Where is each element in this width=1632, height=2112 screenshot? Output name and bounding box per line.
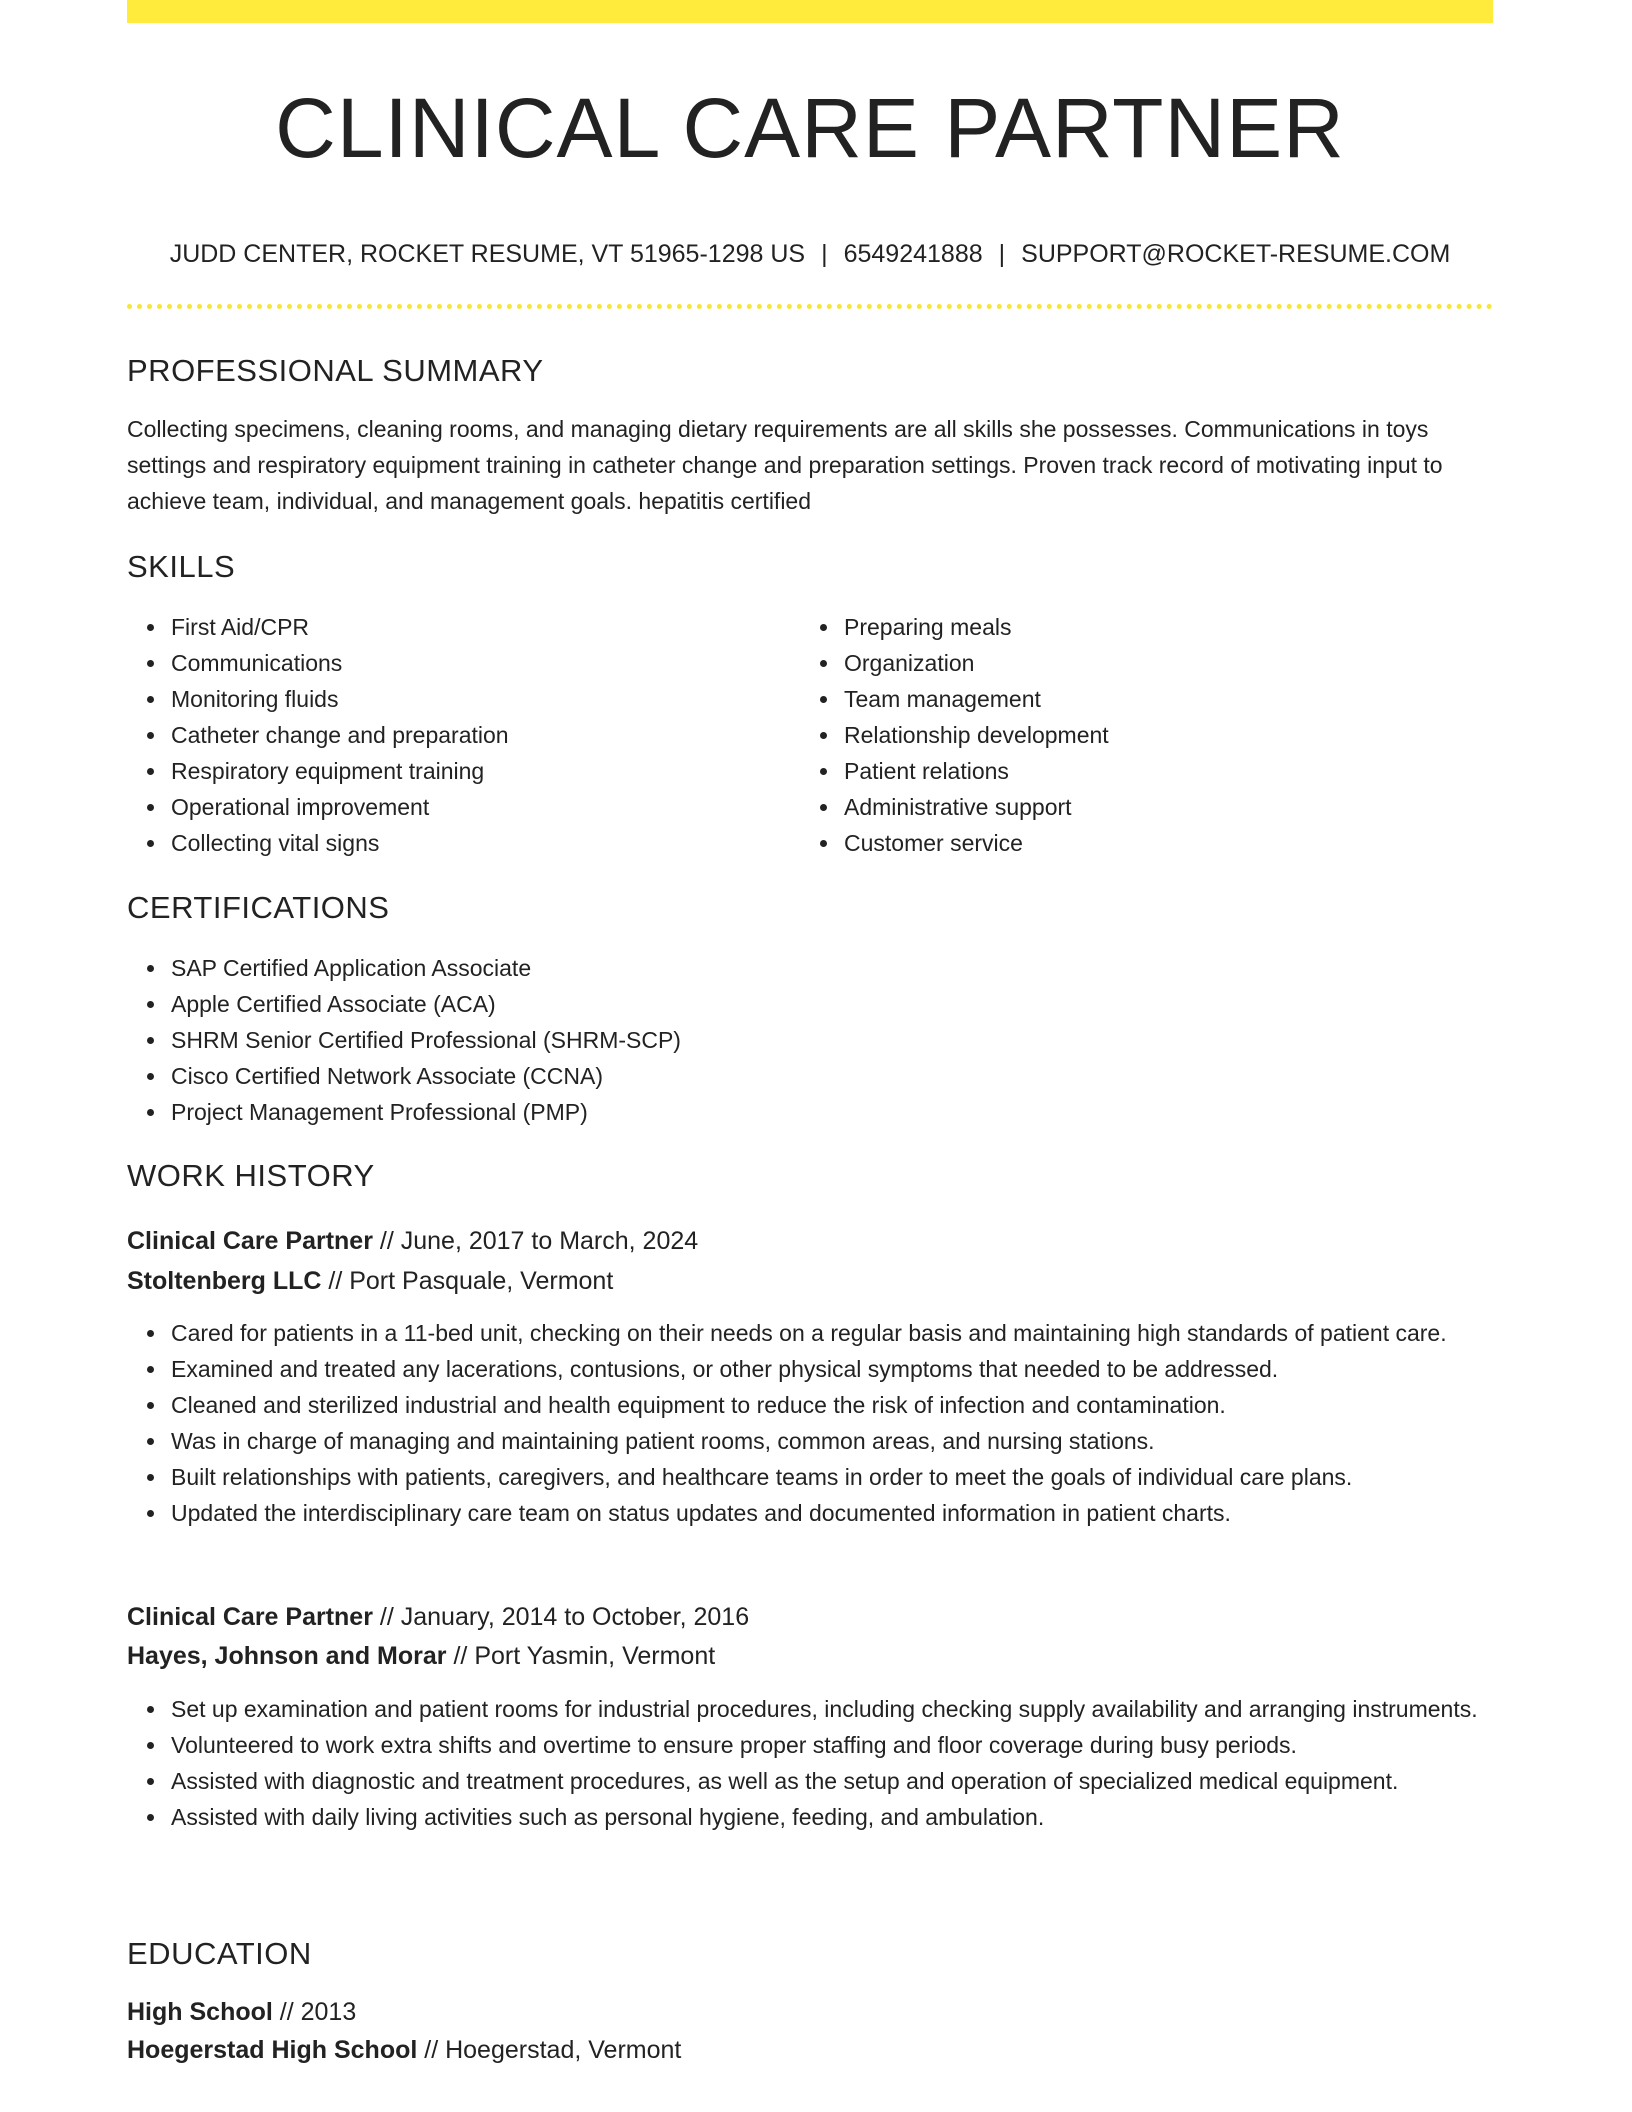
job-title-line — [127, 1222, 698, 1260]
contact-address: JUDD CENTER, ROCKET RESUME, VT 51965-1298 US — [169, 240, 806, 268]
education-location: // Hoegerstad, Vermont — [424, 2036, 682, 2064]
certification-item: Cisco Certified Network Associate (CCNA) — [171, 1058, 1493, 1094]
contact-separator: | — [998, 240, 1006, 268]
job-company: Stoltenberg LLC — [127, 1267, 322, 1295]
work-history-heading: WORK HISTORY — [127, 1158, 375, 1193]
job-title: Clinical Care Partner — [127, 1603, 373, 1631]
skill-item: Monitoring fluids — [171, 681, 791, 717]
job-location: // Port Pasquale, Vermont — [328, 1267, 614, 1295]
job-location: // Port Yasmin, Vermont — [453, 1642, 716, 1670]
education-heading: EDUCATION — [127, 1936, 312, 1971]
skill-item: Relationship development — [844, 717, 1484, 753]
job-bullet: Assisted with daily living activities such as personal hygiene, feeding, and ambulation. — [171, 1799, 1493, 1835]
skill-item: Catheter change and preparation — [171, 717, 791, 753]
skill-item: Team management — [844, 681, 1484, 717]
education-year: // 2013 — [279, 1998, 357, 2026]
education-school: Hoegerstad High School — [127, 2036, 418, 2064]
summary-heading: PROFESSIONAL SUMMARY — [127, 353, 544, 388]
job-bullet: Was in charge of managing and maintaining patient rooms, common areas, and nursing stations. — [171, 1423, 1493, 1459]
job-bullet: Assisted with diagnostic and treatment procedures, as well as the setup and operation of specialized medical equipment. — [171, 1763, 1493, 1799]
skill-item: First Aid/CPR — [171, 609, 791, 645]
job-bullet: Built relationships with patients, caregivers, and healthcare teams in order to meet the goals of individual care plans. — [171, 1459, 1493, 1495]
job-bullet: Set up examination and patient rooms for industrial procedures, including checking supply availability and arranging instruments. — [171, 1691, 1493, 1727]
contact-email[interactable]: SUPPORT@ROCKET-RESUME.COM — [1021, 240, 1451, 268]
certifications-list — [127, 950, 1493, 1130]
certifications-heading: CERTIFICATIONS — [127, 890, 390, 925]
job-bullets — [127, 1315, 1493, 1531]
job-bullet: Cleaned and sterilized industrial and health equipment to reduce the risk of infection and contamination. — [171, 1387, 1493, 1423]
job-bullet: Cared for patients in a 11-bed unit, checking on their needs on a regular basis and maintaining high standards of patient care. — [171, 1315, 1493, 1351]
skill-item: Operational improvement — [171, 789, 791, 825]
job-dates: // June, 2017 to March, 2024 — [379, 1227, 699, 1255]
dotted-divider — [127, 304, 1493, 309]
skills-list-right — [800, 609, 1484, 861]
skill-item: Respiratory equipment training — [171, 753, 791, 789]
job-company-line — [127, 1637, 715, 1675]
education-school-line — [127, 2031, 681, 2069]
skill-item: Patient relations — [844, 753, 1484, 789]
job-company-line — [127, 1262, 613, 1300]
contact-line — [127, 236, 1493, 272]
skill-item: Collecting vital signs — [171, 825, 791, 861]
education-degree-line — [127, 1993, 356, 2031]
job-bullet: Examined and treated any lacerations, contusions, or other physical symptoms that needed to be addressed. — [171, 1351, 1493, 1387]
job-bullets — [127, 1691, 1493, 1835]
job-company: Hayes, Johnson and Morar — [127, 1642, 447, 1670]
resume-title: CLINICAL CARE PARTNER — [275, 81, 1345, 175]
skill-item: Preparing meals — [844, 609, 1484, 645]
skill-item: Administrative support — [844, 789, 1484, 825]
job-dates: // January, 2014 to October, 2016 — [379, 1603, 750, 1631]
certification-item: Project Management Professional (PMP) — [171, 1094, 1493, 1130]
contact-phone[interactable]: 6549241888 — [843, 240, 983, 268]
skill-item: Customer service — [844, 825, 1484, 861]
skill-item: Organization — [844, 645, 1484, 681]
education-degree: High School — [127, 1998, 273, 2026]
certification-item: SHRM Senior Certified Professional (SHRM-SCP) — [171, 1022, 1493, 1058]
certification-item: Apple Certified Associate (ACA) — [171, 986, 1493, 1022]
job-title: Clinical Care Partner — [127, 1227, 373, 1255]
summary-text: Collecting specimens, cleaning rooms, and managing dietary requirements are all skills she possesses. Communications in toys settings and respiratory equipment training in catheter change and preparation settings. Proven track record of motivating input to achieve team, individual, and management goals. hepatitis certified — [127, 416, 1443, 514]
job-bullet: Updated the interdisciplinary care team on status updates and documented information in patient charts. — [171, 1495, 1493, 1531]
skills-heading: SKILLS — [127, 549, 236, 584]
certification-item: SAP Certified Application Associate — [171, 950, 1493, 986]
skills-list-left — [127, 609, 791, 861]
accent-bar — [127, 0, 1493, 23]
skill-item: Communications — [171, 645, 791, 681]
contact-separator: | — [821, 240, 828, 268]
job-bullet: Volunteered to work extra shifts and overtime to ensure proper staffing and floor coverage during busy periods. — [171, 1727, 1493, 1763]
job-title-line — [127, 1598, 749, 1636]
